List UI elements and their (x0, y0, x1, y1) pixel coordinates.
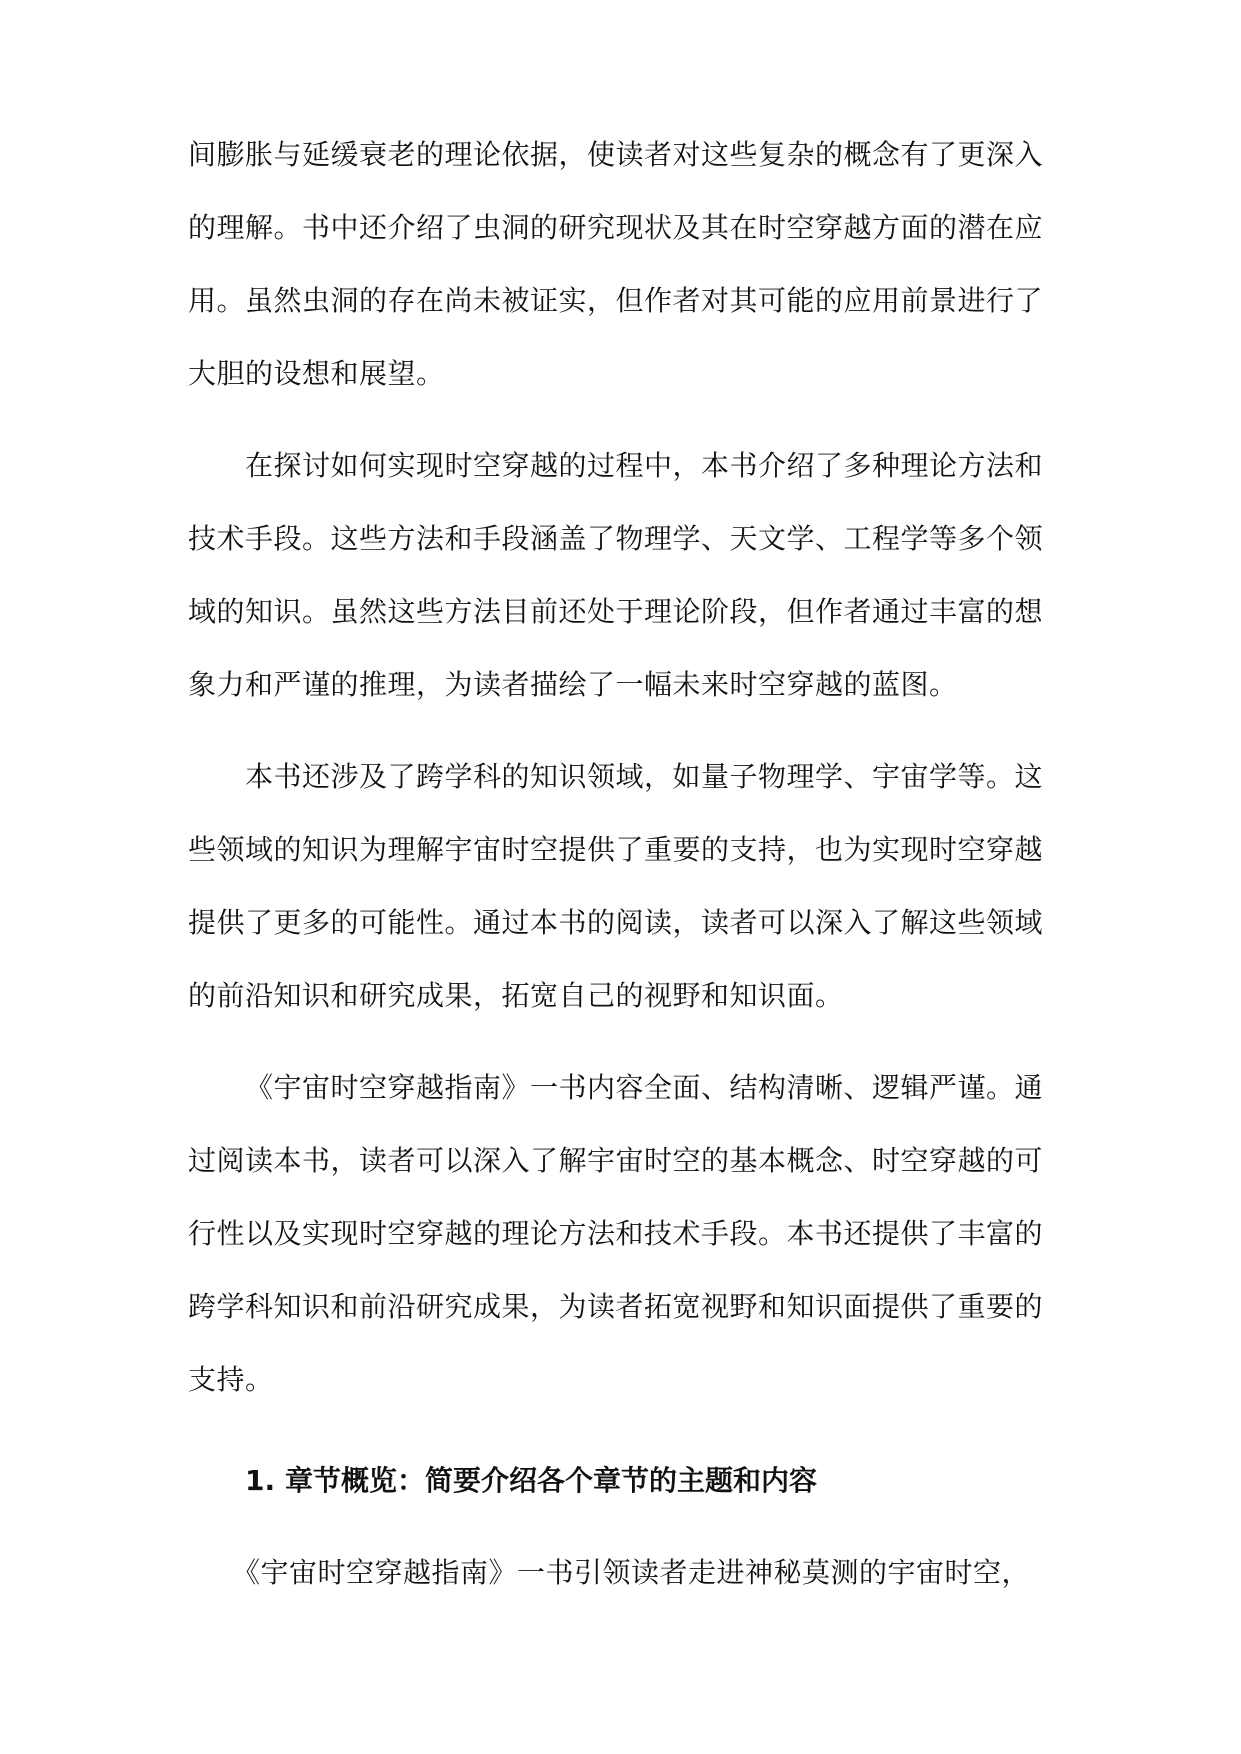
paragraph-4-line-2: 过阅读本书，读者可以深入了解宇宙时空的基本概念、时空穿越的可 (188, 1144, 1044, 1177)
paragraph-1-line-3: 用。虽然虫洞的存在尚未被证实，但作者对其可能的应用前景进行了 (188, 284, 1044, 317)
paragraph-2-line-2: 技术手段。这些方法和手段涵盖了物理学、天文学、工程学等多个领 (188, 522, 1044, 555)
paragraph-1-line-2: 的理解。书中还介绍了虫洞的研究现状及其在时空穿越方面的潜在应 (188, 211, 1044, 244)
paragraph-5-line-1: 《宇宙时空穿越指南》一书引领读者走进神秘莫测的宇宙时空， (232, 1556, 1031, 1589)
paragraph-2-line-1: 在探讨如何实现时空穿越的过程中，本书介绍了多种理论方法和 (245, 449, 1044, 482)
paragraph-3-line-4: 的前沿知识和研究成果，拓宽自己的视野和知识面。 (188, 979, 844, 1012)
paragraph-3-line-2: 些领域的知识为理解宇宙时空提供了重要的支持，也为实现时空穿越 (188, 833, 1044, 866)
paragraph-3-line-1: 本书还涉及了跨学科的知识领域，如量子物理学、宇宙学等。这 (245, 760, 1044, 793)
paragraph-2-line-4: 象力和严谨的推理，为读者描绘了一幅未来时空穿越的蓝图。 (188, 668, 958, 701)
paragraph-2-line-3: 域的知识。虽然这些方法目前还处于理论阶段，但作者通过丰富的想 (188, 595, 1044, 628)
paragraph-4-line-5: 支持。 (188, 1363, 274, 1396)
section-heading (245, 1463, 817, 1499)
paragraph-4-line-3: 行性以及实现时空穿越的理论方法和技术手段。本书还提供了丰富的 (188, 1217, 1044, 1250)
paragraph-1-line-4: 大胆的设想和展望。 (188, 357, 445, 390)
paragraph-4-line-4: 跨学科知识和前沿研究成果，为读者拓宽视野和知识面提供了重要的 (188, 1290, 1044, 1323)
section-heading-text: 章节概览：简要介绍各个章节的主题和内容 (285, 1464, 818, 1497)
paragraph-1-line-1: 间膨胀与延缓衰老的理论依据，使读者对这些复杂的概念有了更深入 (188, 138, 1044, 171)
paragraph-3-line-3: 提供了更多的可能性。通过本书的阅读，读者可以深入了解这些领域 (188, 906, 1044, 939)
paragraph-4-line-1: 《宇宙时空穿越指南》一书内容全面、结构清晰、逻辑严谨。通 (245, 1071, 1044, 1104)
section-heading-number: 1. (245, 1464, 276, 1497)
